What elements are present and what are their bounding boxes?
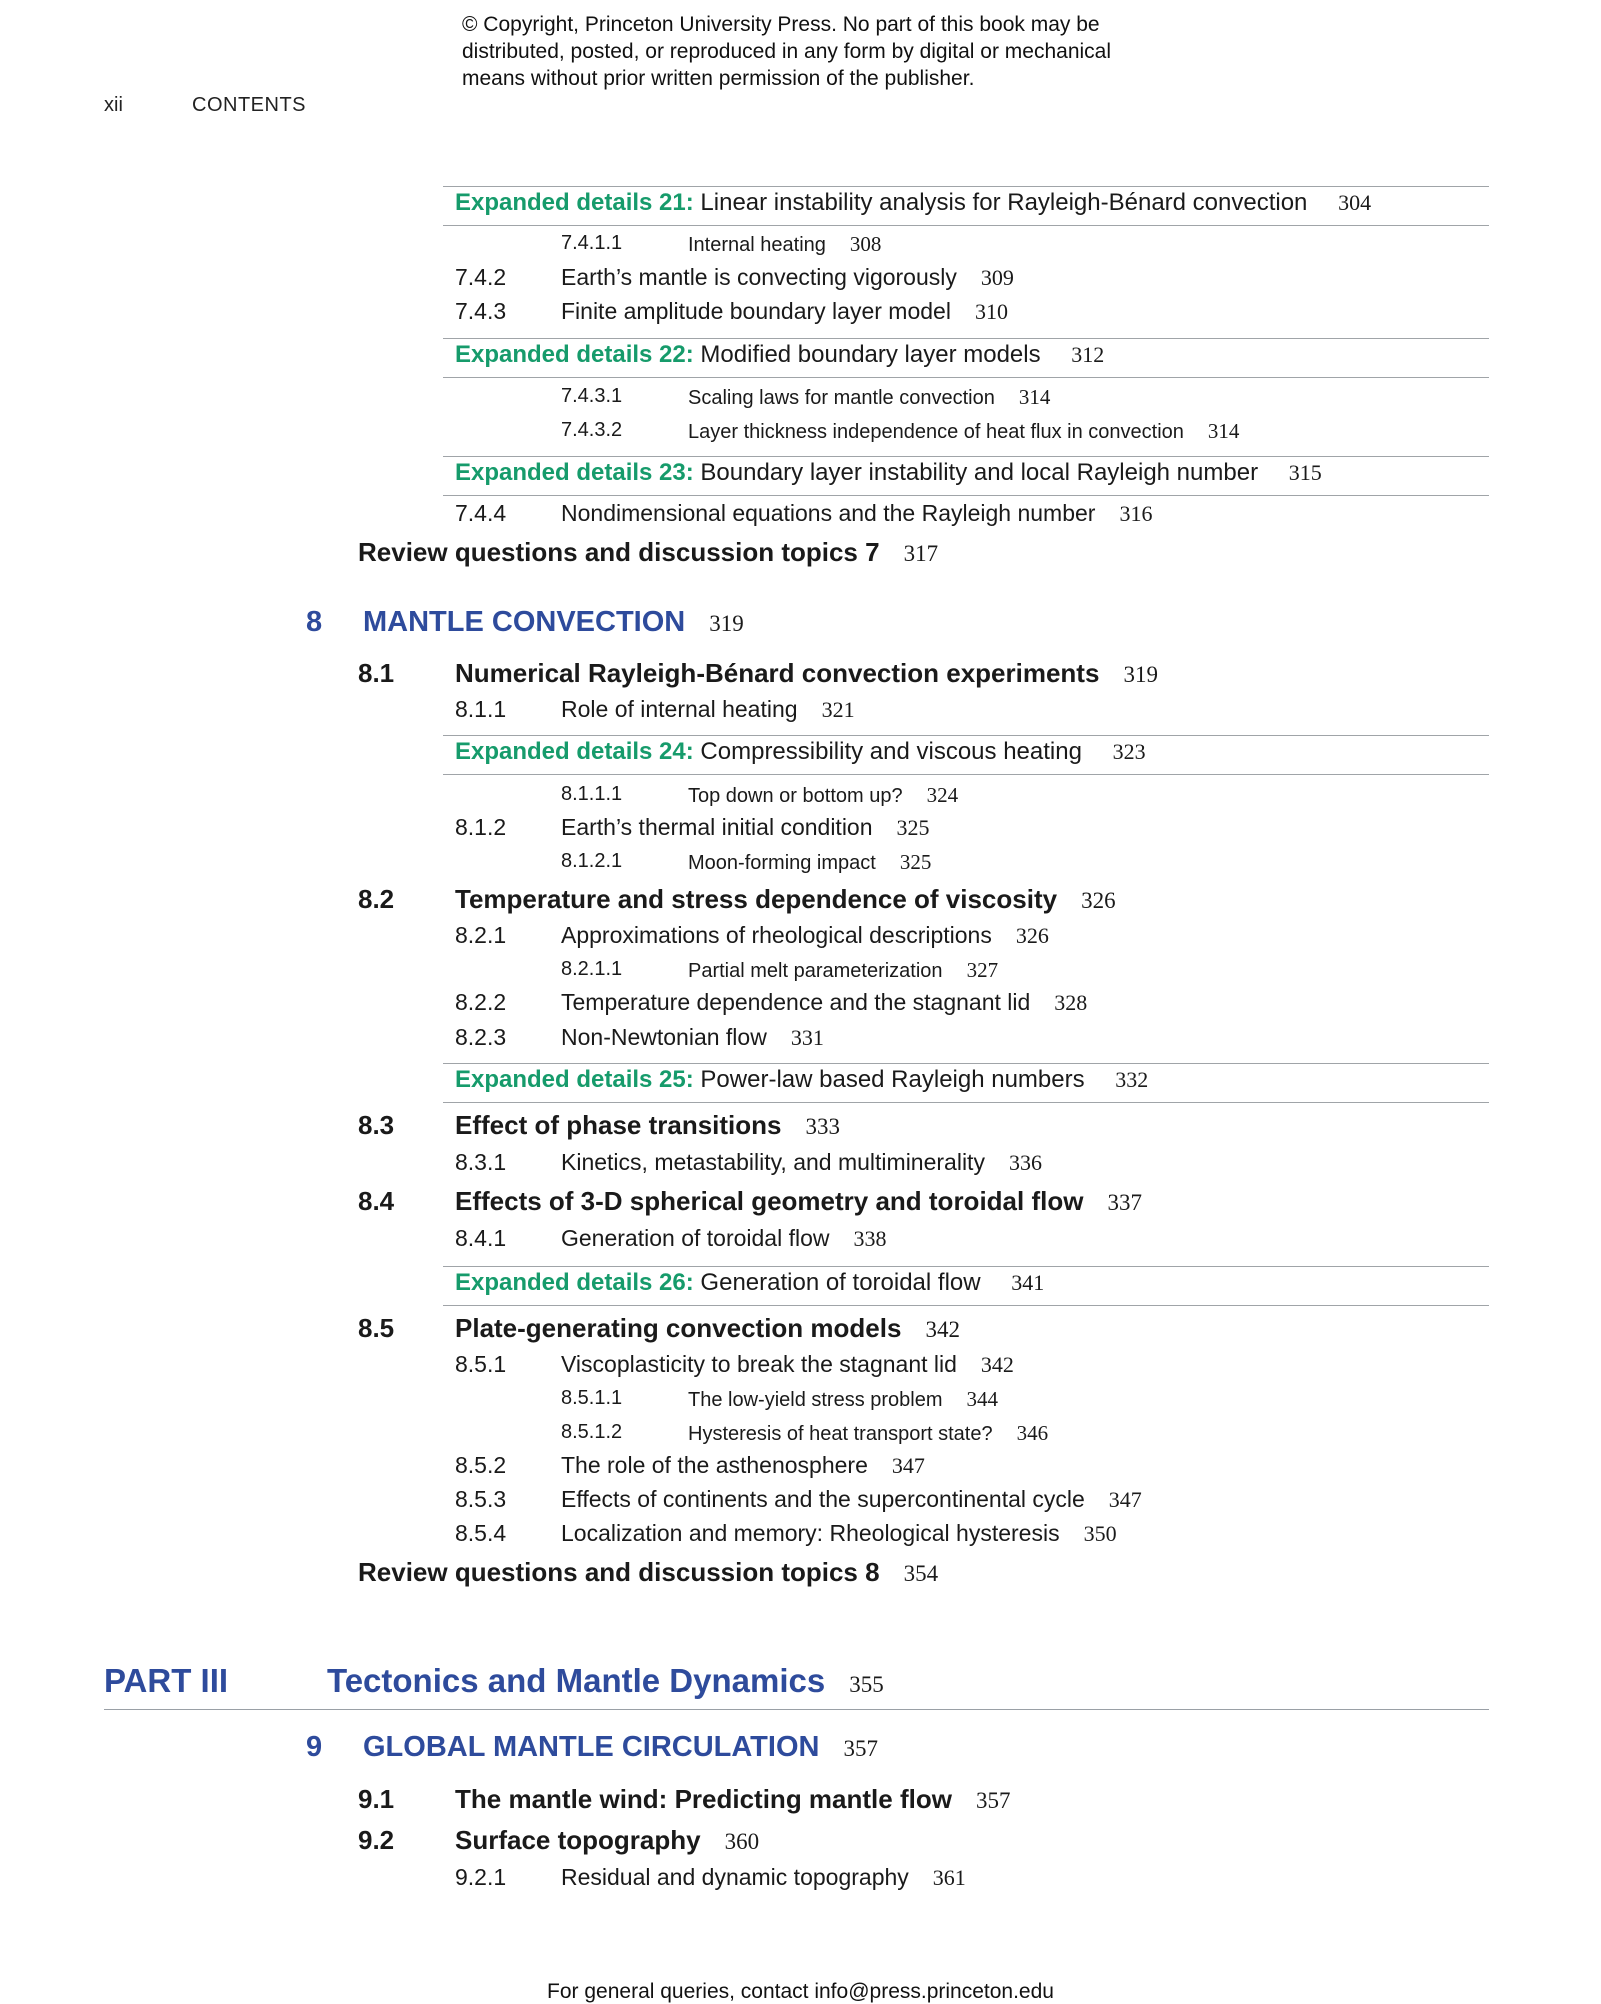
toc-entry-number: 8.5.4 [455,1520,507,1546]
toc-entry-number: 8.5.1.1 [561,1387,623,1409]
toc-page-number: 350 [1083,1521,1117,1546]
expanded-details-entry[interactable] [455,189,1371,217]
toc-entry-number: 8.5.1 [455,1351,507,1377]
expanded-details-entry[interactable] [455,738,1146,766]
expanded-details-box [443,1063,1489,1103]
toc-entry-title: Viscoplasticity to break the stagnant lid [561,1351,957,1377]
toc-page-number: 355 [849,1672,884,1697]
toc-page-number: 323 [1112,739,1146,764]
toc-entry-text [688,850,931,875]
toc-entry-number: 7.4.1.1 [561,232,623,254]
toc-entry-title: Hysteresis of heat transport state? [688,1423,993,1445]
toc-entry-number: 8.2.1 [455,922,507,948]
toc-entry-title: The low-yield stress problem [688,1389,943,1411]
expanded-details-box [443,338,1489,378]
toc-entry-title: Surface topography [455,1825,701,1855]
toc-page-number: 310 [974,299,1008,324]
toc-entry-title: Temperature and stress dependence of viscosity [455,884,1058,914]
toc-entry-text [561,989,1087,1016]
expanded-details-box [443,456,1489,496]
toc-page-number: 342 [980,1352,1014,1377]
toc-entry-title: Review questions and discussion topics 8 [358,1557,880,1587]
toc-entry-title: Top down or bottom up? [688,785,903,807]
toc-entry-title: Effects of continents and the supercontinental cycle [561,1486,1085,1512]
toc-entry-title: Nondimensional equations and the Rayleigh number [561,500,1096,526]
toc-entry-text [455,1784,1010,1815]
toc-entry-text [561,1351,1014,1378]
toc-entry-text [688,232,881,257]
toc-entry-text [561,814,930,841]
toc-entry-text [561,1225,887,1252]
toc-entry-text [561,696,855,723]
toc-entry-text [561,922,1049,949]
toc-entry-title: The role of the asthenosphere [561,1452,868,1478]
expanded-details-entry[interactable] [455,459,1322,487]
toc-entry-number: 7.4.4 [455,500,507,526]
toc-entry-number: 7.4.3.1 [561,385,623,407]
chapter-title: MANTLE CONVECTION [363,606,686,638]
toc-entry-text [455,1186,1142,1217]
toc-entry-number: 8.5.2 [455,1452,507,1478]
expanded-details-label: Expanded details 25: [455,1066,694,1093]
toc-entry-number: 8.3.1 [455,1149,507,1175]
toc-entry-text [561,1149,1042,1176]
toc-entry-text [561,1024,824,1051]
expanded-details-label: Expanded details 23: [455,459,694,486]
toc-entry-text [455,1313,960,1344]
toc-entry-title: Layer thickness independence of heat flux in convection [688,421,1184,443]
toc-entry-number: 7.4.3 [455,298,507,324]
toc-page-number: 333 [805,1114,840,1139]
toc-page-number: 347 [1108,1487,1142,1512]
toc-entry-text [561,500,1152,527]
toc-page-number: 314 [1018,385,1051,409]
toc-entry-text [455,1825,759,1856]
toc-page-number: 332 [1115,1067,1149,1092]
copyright-line: © Copyright, Princeton University Press. No part of this book may be [462,13,1100,36]
toc-page-number: 319 [1123,662,1158,687]
toc-entry-title: Partial melt parameterization [688,960,943,982]
toc-entry-text [455,658,1158,689]
toc-page-number: 319 [709,611,744,636]
toc-page-number: 357 [843,1736,878,1761]
toc-entry-title: Moon-forming impact [688,852,876,874]
toc-entry-text [561,1520,1117,1547]
toc-entry-number: 8.1.1.1 [561,783,623,805]
toc-entry-title: Kinetics, metastability, and multiminerality [561,1149,985,1175]
toc-entry-number: 9.2.1 [455,1864,507,1890]
page-folio: xii [104,94,123,116]
toc-page-number: 315 [1288,460,1322,485]
part-title: Tectonics and Mantle Dynamics [327,1662,826,1699]
toc-review-entry[interactable] [358,537,938,568]
toc-page-number: 317 [903,541,939,566]
expanded-details-entry[interactable] [455,1269,1044,1297]
toc-page-number: 324 [926,783,959,807]
toc-page-number: 316 [1119,501,1153,526]
chapter-title: GLOBAL MANTLE CIRCULATION [363,1731,820,1763]
toc-entry-text [455,1110,840,1141]
toc-entry-title: Scaling laws for mantle convection [688,387,995,409]
toc-entry-title: Localization and memory: Rheological hysteresis [561,1520,1060,1546]
toc-entry-text [561,1486,1142,1513]
toc-entry-title: Role of internal heating [561,696,798,722]
toc-page-number: 347 [891,1453,925,1478]
toc-entry-number: 8.2.1.1 [561,958,623,980]
toc-entry-text [455,884,1116,915]
toc-entry-number: 8.5 [358,1313,395,1343]
toc-entry-number: 8.5.1.2 [561,1421,623,1443]
toc-entry-text [561,1452,925,1479]
expanded-details-box [443,1266,1489,1306]
toc-page-number: 344 [966,1387,999,1411]
toc-entry-number: 9.1 [358,1784,395,1814]
expanded-details-label: Expanded details 21: [455,189,694,216]
toc-page-number: 325 [899,850,932,874]
toc-entry-text [363,606,744,639]
toc-entry-title: Finite amplitude boundary layer model [561,298,951,324]
toc-entry-title: Effects of 3-D spherical geometry and toroidal flow [455,1186,1084,1216]
chapter-number: 8 [306,606,323,638]
toc-entry-number: 8.4 [358,1186,395,1216]
toc-entry-title: Linear instability analysis for Rayleigh-Bénard convection [700,189,1308,216]
toc-page-number: 346 [1016,1421,1049,1445]
expanded-details-box [443,186,1489,226]
expanded-details-box [443,735,1489,775]
toc-entry-title: Boundary layer instability and local Rayleigh number [700,459,1259,486]
toc-entry-title: Review questions and discussion topics 7 [358,537,880,567]
toc-page-number: 326 [1081,888,1116,913]
toc-entry-title: Generation of toroidal flow [561,1225,830,1251]
toc-page-number: 308 [849,232,882,256]
toc-entry-title: Plate-generating convection models [455,1313,902,1343]
toc-page-number: 342 [925,1317,960,1342]
toc-entry-text [561,1864,966,1891]
toc-entry-title: Non-Newtonian flow [561,1024,767,1050]
toc-entry-number: 8.4.1 [455,1225,507,1251]
toc-entry-number: 7.4.3.2 [561,419,623,441]
toc-entry-title: Earth’s mantle is convecting vigorously [561,264,957,290]
toc-entry-number: 8.1.2.1 [561,850,623,872]
toc-entry-title: Internal heating [688,234,826,256]
toc-page-number: 309 [980,265,1014,290]
toc-page-number: 331 [790,1025,824,1050]
toc-page-number: 357 [975,1788,1011,1813]
toc-entry-title: Compressibility and viscous heating [700,738,1082,765]
toc-entry-number: 7.4.2 [455,264,507,290]
toc-entry-number: 8.2 [358,884,395,914]
copyright-line: distributed, posted, or reproduced in any form by digital or mechanical [462,40,1112,63]
expanded-details-entry[interactable] [455,1066,1148,1094]
part-number: PART III [104,1662,229,1699]
toc-page-number: 354 [903,1561,939,1586]
toc-entry-title: Residual and dynamic topography [561,1864,909,1890]
toc-entry-text [688,1421,1048,1446]
footer-contact: For general queries, contact info@press.princeton.edu [547,1980,1054,2003]
toc-entry-text [688,783,958,808]
toc-page-number: 328 [1054,990,1088,1015]
expanded-details-entry[interactable] [455,341,1104,369]
toc-entry-text [688,958,998,983]
toc-entry-number: 8.2.3 [455,1024,507,1050]
toc-entry-text [561,264,1014,291]
toc-page-number: 314 [1207,419,1240,443]
toc-entry-title: Power-law based Rayleigh numbers [700,1066,1085,1093]
expanded-details-label: Expanded details 26: [455,1269,694,1296]
toc-entry-text [688,1387,998,1412]
toc-page-number: 361 [932,1865,966,1890]
toc-entry-number: 8.3 [358,1110,395,1140]
chapter-number: 9 [306,1731,323,1763]
toc-entry-text [363,1731,878,1764]
toc-entry-number: 9.2 [358,1825,395,1855]
toc-entry-text [561,298,1008,325]
toc-page-number: 326 [1015,923,1049,948]
toc-entry-title: Temperature dependence and the stagnant lid [561,989,1031,1015]
toc-page-number: 321 [821,697,855,722]
toc-entry-number: 8.1.2 [455,814,507,840]
toc-entry-title: Numerical Rayleigh-Bénard convection experiments [455,658,1100,688]
toc-entry-title: Generation of toroidal flow [700,1269,981,1296]
toc-entry-text [327,1662,884,1700]
toc-page-number: 325 [896,815,930,840]
copyright-notice [462,11,1111,92]
toc-entry-number: 8.1.1 [455,696,507,722]
toc-review-entry[interactable] [358,1557,938,1588]
expanded-details-label: Expanded details 24: [455,738,694,765]
toc-page-number: 341 [1011,1270,1045,1295]
toc-entry-title: Modified boundary layer models [700,341,1041,368]
part-divider [104,1709,1489,1710]
toc-entry-text [688,419,1239,444]
toc-entry-text [688,385,1050,410]
toc-page-number: 337 [1107,1190,1142,1215]
toc-page-number: 336 [1008,1150,1042,1175]
toc-page-number: 312 [1071,342,1105,367]
toc-entry-number: 8.5.3 [455,1486,507,1512]
toc-entry-title: Effect of phase transitions [455,1110,782,1140]
toc-page-number: 304 [1338,190,1372,215]
running-head: CONTENTS [192,94,306,116]
toc-entry-number: 8.1 [358,658,395,688]
toc-entry-number: 8.2.2 [455,989,507,1015]
toc-entry-title: Approximations of rheological descriptions [561,922,992,948]
toc-page-number: 327 [966,958,999,982]
toc-page-number: 338 [853,1226,887,1251]
toc-entry-title: Earth’s thermal initial condition [561,814,873,840]
toc-entry-title: The mantle wind: Predicting mantle flow [455,1784,952,1814]
copyright-line: means without prior written permission of the publisher. [462,67,975,90]
toc-page-number: 360 [724,1829,760,1854]
expanded-details-label: Expanded details 22: [455,341,694,368]
